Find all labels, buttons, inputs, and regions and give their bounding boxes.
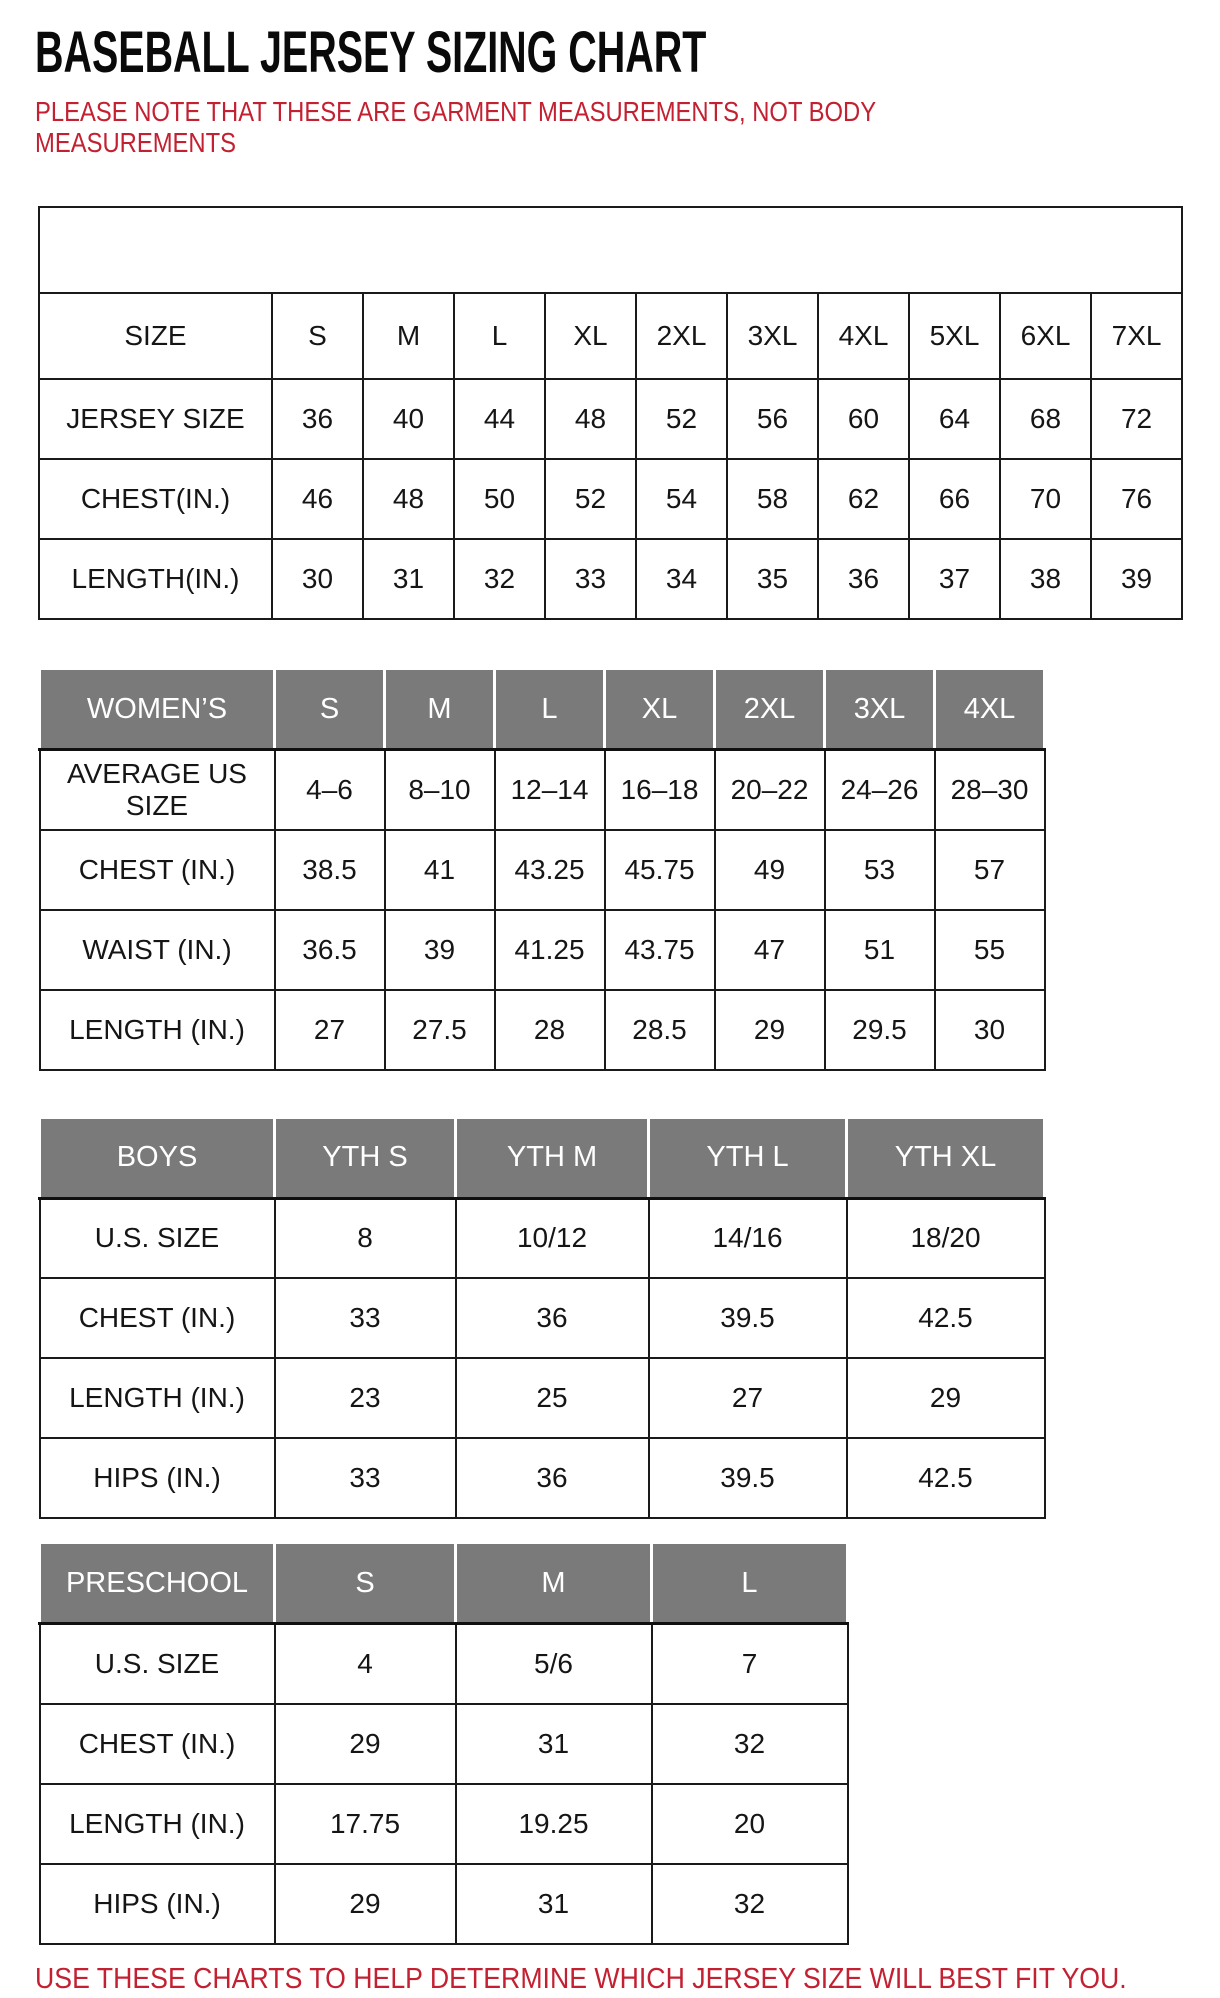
value-cell: 33: [275, 1438, 456, 1518]
preschool-column-header: S: [275, 1543, 456, 1624]
value-cell: M: [363, 293, 454, 379]
value-cell: 3XL: [727, 293, 818, 379]
row-label: HIPS (IN.): [40, 1864, 275, 1944]
value-cell: 51: [825, 910, 935, 990]
row-label: U.S. SIZE: [40, 1198, 275, 1278]
value-cell: 8: [275, 1198, 456, 1278]
value-cell: 31: [363, 539, 454, 619]
row-label: LENGTH (IN.): [40, 1784, 275, 1864]
value-cell: 48: [363, 459, 454, 539]
value-cell: 60: [818, 379, 909, 459]
value-cell: L: [454, 293, 545, 379]
preschool-header-row: [40, 1543, 848, 1624]
value-cell: 48: [545, 379, 636, 459]
row-label: CHEST (IN.): [40, 1704, 275, 1784]
value-cell: 36.5: [275, 910, 385, 990]
mens-row: [39, 459, 1182, 539]
value-cell: 42.5: [847, 1278, 1045, 1358]
row-label: CHEST (IN.): [40, 830, 275, 910]
value-cell: 2XL: [636, 293, 727, 379]
value-cell: 29: [715, 990, 825, 1070]
mens-banner: MEN’S AUTHENTIC JERSEYS: [39, 207, 1182, 293]
womens-column-header: 3XL: [825, 669, 935, 750]
value-cell: 43.25: [495, 830, 605, 910]
womens-row: [40, 830, 1045, 910]
boys-row: [40, 1278, 1045, 1358]
value-cell: 28.5: [605, 990, 715, 1070]
womens-column-header: 2XL: [715, 669, 825, 750]
row-label: U.S. SIZE: [40, 1624, 275, 1704]
value-cell: 27: [649, 1358, 847, 1438]
value-cell: 38: [1000, 539, 1091, 619]
value-cell: XL: [545, 293, 636, 379]
value-cell: 35: [727, 539, 818, 619]
mens-row: [39, 293, 1182, 379]
value-cell: 6XL: [1000, 293, 1091, 379]
value-cell: 25: [456, 1358, 649, 1438]
boys-header-label: BOYS: [40, 1117, 275, 1198]
value-cell: 24–26: [825, 750, 935, 830]
preschool-row: [40, 1624, 848, 1704]
value-cell: 76: [1091, 459, 1182, 539]
note-line-2: MEASUREMENTS: [35, 127, 236, 158]
preschool-column-header: M: [456, 1543, 652, 1624]
value-cell: 7: [652, 1624, 848, 1704]
value-cell: 42.5: [847, 1438, 1045, 1518]
row-label: HIPS (IN.): [40, 1438, 275, 1518]
value-cell: 18/20: [847, 1198, 1045, 1278]
row-label: SIZE: [39, 293, 272, 379]
value-cell: 34: [636, 539, 727, 619]
value-cell: 44: [454, 379, 545, 459]
value-cell: 58: [727, 459, 818, 539]
preschool-sizing-table: [38, 1541, 849, 1945]
value-cell: 39.5: [649, 1278, 847, 1358]
womens-column-header: 4XL: [935, 669, 1045, 750]
preschool-row: [40, 1704, 848, 1784]
value-cell: 72: [1091, 379, 1182, 459]
value-cell: 36: [272, 379, 363, 459]
value-cell: 27.5: [385, 990, 495, 1070]
womens-row: [40, 750, 1045, 830]
value-cell: 28–30: [935, 750, 1045, 830]
value-cell: 29: [847, 1358, 1045, 1438]
value-cell: 49: [715, 830, 825, 910]
value-cell: 36: [456, 1438, 649, 1518]
value-cell: 7XL: [1091, 293, 1182, 379]
value-cell: 4–6: [275, 750, 385, 830]
page-title: BASEBALL JERSEY SIZING CHART: [35, 20, 707, 85]
value-cell: 64: [909, 379, 1000, 459]
value-cell: 8–10: [385, 750, 495, 830]
value-cell: 57: [935, 830, 1045, 910]
womens-sizing-table: [38, 667, 1046, 1071]
value-cell: 4XL: [818, 293, 909, 379]
value-cell: 10/12: [456, 1198, 649, 1278]
value-cell: S: [272, 293, 363, 379]
value-cell: 36: [456, 1278, 649, 1358]
value-cell: 5/6: [456, 1624, 652, 1704]
row-label: CHEST (IN.): [40, 1278, 275, 1358]
value-cell: 46: [272, 459, 363, 539]
value-cell: 32: [652, 1704, 848, 1784]
value-cell: 45.75: [605, 830, 715, 910]
boys-row: [40, 1198, 1045, 1278]
value-cell: 43.75: [605, 910, 715, 990]
womens-header-row: [40, 669, 1045, 750]
value-cell: 52: [545, 459, 636, 539]
preschool-column-header: L: [652, 1543, 848, 1624]
value-cell: 31: [456, 1864, 652, 1944]
value-cell: 29.5: [825, 990, 935, 1070]
boys-row: [40, 1438, 1045, 1518]
value-cell: 27: [275, 990, 385, 1070]
value-cell: 62: [818, 459, 909, 539]
value-cell: 68: [1000, 379, 1091, 459]
value-cell: 38.5: [275, 830, 385, 910]
value-cell: 29: [275, 1704, 456, 1784]
value-cell: 5XL: [909, 293, 1000, 379]
preschool-row: [40, 1784, 848, 1864]
womens-column-header: M: [385, 669, 495, 750]
value-cell: 20: [652, 1784, 848, 1864]
value-cell: 33: [545, 539, 636, 619]
value-cell: 53: [825, 830, 935, 910]
row-label: WAIST (IN.): [40, 910, 275, 990]
womens-row: [40, 990, 1045, 1070]
boys-row: [40, 1358, 1045, 1438]
value-cell: 41: [385, 830, 495, 910]
footer-note: USE THESE CHARTS TO HELP DETERMINE WHICH JERSEY SIZE WILL BEST FIT YOU.: [35, 1962, 1127, 1995]
value-cell: 66: [909, 459, 1000, 539]
value-cell: 39: [1091, 539, 1182, 619]
mens-row: [39, 539, 1182, 619]
boys-column-header: YTH M: [456, 1117, 649, 1198]
value-cell: 20–22: [715, 750, 825, 830]
row-label: CHEST(IN.): [39, 459, 272, 539]
value-cell: 29: [275, 1864, 456, 1944]
boys-column-header: YTH S: [275, 1117, 456, 1198]
value-cell: 39: [385, 910, 495, 990]
value-cell: 70: [1000, 459, 1091, 539]
value-cell: 54: [636, 459, 727, 539]
boys-header-row: [40, 1117, 1045, 1198]
value-cell: 56: [727, 379, 818, 459]
value-cell: 17.75: [275, 1784, 456, 1864]
value-cell: 4: [275, 1624, 456, 1704]
value-cell: 33: [275, 1278, 456, 1358]
value-cell: 41.25: [495, 910, 605, 990]
row-label: LENGTH(IN.): [39, 539, 272, 619]
boys-column-header: YTH XL: [847, 1117, 1045, 1198]
note-line-1: PLEASE NOTE THAT THESE ARE GARMENT MEASUREMENTS, NOT BODY: [35, 96, 877, 127]
boys-column-header: YTH L: [649, 1117, 847, 1198]
womens-column-header: L: [495, 669, 605, 750]
womens-header-label: WOMEN’S: [40, 669, 275, 750]
value-cell: 19.25: [456, 1784, 652, 1864]
mens-sizing-table: [38, 206, 1183, 620]
value-cell: 30: [272, 539, 363, 619]
row-label: AVERAGE US SIZE: [40, 750, 275, 830]
row-label: LENGTH (IN.): [40, 990, 275, 1070]
row-label: LENGTH (IN.): [40, 1358, 275, 1438]
row-label: JERSEY SIZE: [39, 379, 272, 459]
value-cell: 32: [454, 539, 545, 619]
value-cell: 12–14: [495, 750, 605, 830]
value-cell: 37: [909, 539, 1000, 619]
garment-measurement-note: [35, 96, 1042, 158]
preschool-header-label: PRESCHOOL: [40, 1543, 275, 1624]
womens-column-header: XL: [605, 669, 715, 750]
value-cell: 55: [935, 910, 1045, 990]
value-cell: 31: [456, 1704, 652, 1784]
mens-row: [39, 379, 1182, 459]
value-cell: 47: [715, 910, 825, 990]
value-cell: 50: [454, 459, 545, 539]
value-cell: 52: [636, 379, 727, 459]
value-cell: 32: [652, 1864, 848, 1944]
value-cell: 30: [935, 990, 1045, 1070]
value-cell: 28: [495, 990, 605, 1070]
womens-row: [40, 910, 1045, 990]
preschool-row: [40, 1864, 848, 1944]
boys-sizing-table: [38, 1116, 1046, 1520]
value-cell: 39.5: [649, 1438, 847, 1518]
value-cell: 40: [363, 379, 454, 459]
value-cell: 36: [818, 539, 909, 619]
value-cell: 14/16: [649, 1198, 847, 1278]
womens-column-header: S: [275, 669, 385, 750]
value-cell: 23: [275, 1358, 456, 1438]
value-cell: 16–18: [605, 750, 715, 830]
